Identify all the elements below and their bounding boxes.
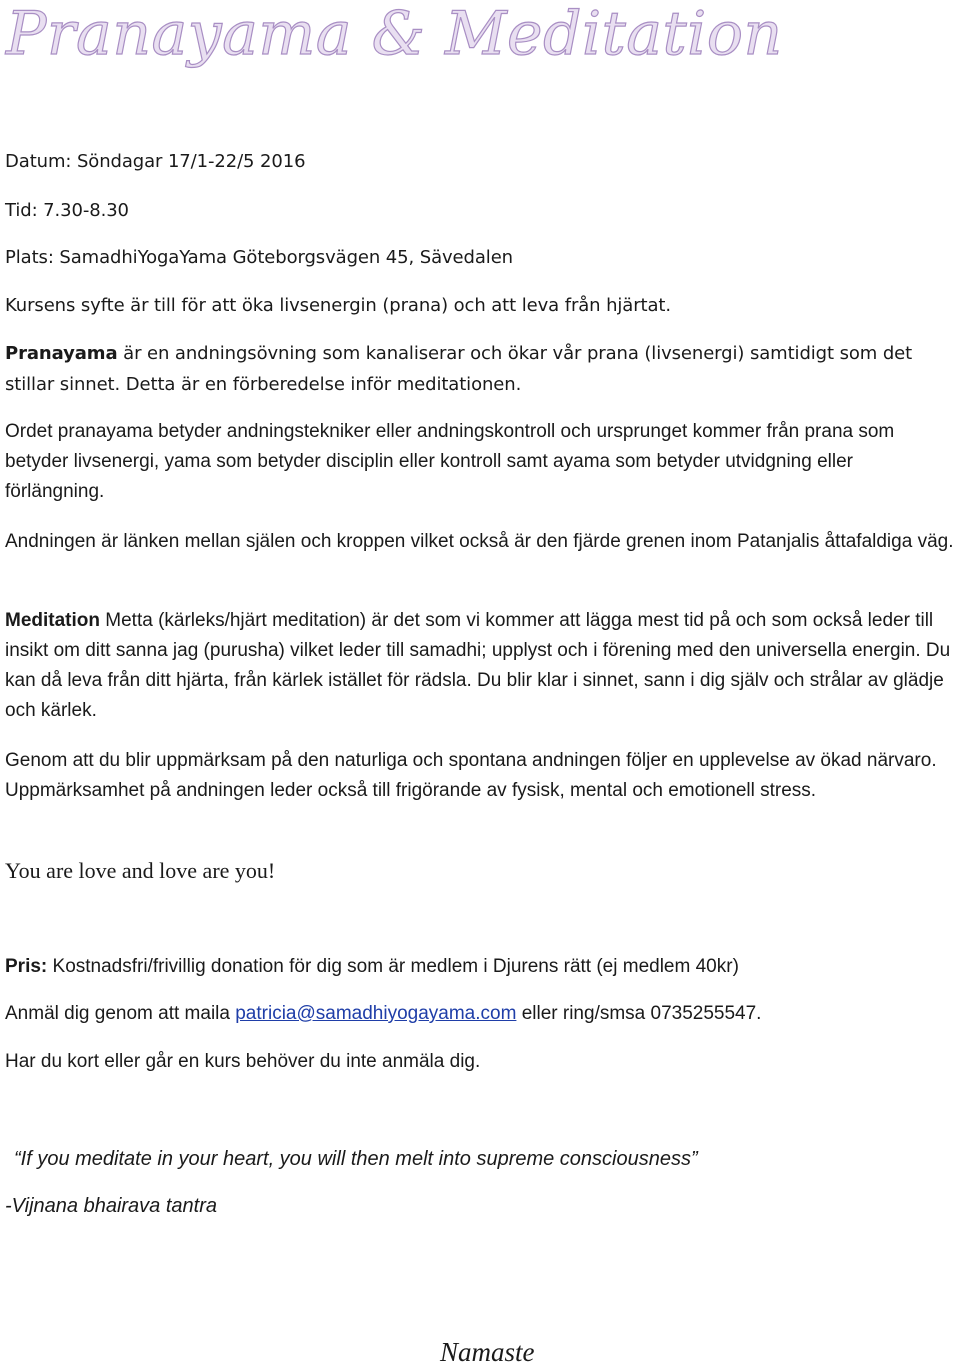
price-line xyxy=(5,952,957,982)
meditation-text: Metta (kärleks/hjärt meditation) är det som vi kommer att lägga mest tid på och som också leder till insikt om ditt sanna jag (purusha) vilket leder till samadhi; upplyst och i förening med den universella energin. Du kan då leva från ditt hjärta, från kärlek istället för rädsla. Du blir klar i sinnet, sann i dig själv och strålar av glädje och kärlek. xyxy=(5,610,951,721)
price-label: Pris: xyxy=(5,956,48,977)
meditation-paragraph xyxy=(5,606,957,726)
place-line: Plats: SamadhiYogaYama Göteborgsvägen 45, Sävedalen xyxy=(5,247,513,268)
date-line: Datum: Söndagar 17/1-22/5 2016 xyxy=(5,151,306,172)
meditation-term: Meditation xyxy=(5,610,100,631)
purpose-line: Kursens syfte är till för att öka livsenergin (prana) och att leva från hjärtat. xyxy=(5,295,672,316)
andningen-paragraph: Andningen är länken mellan själen och kroppen vilket också är den fjärde grenen inom Patanjalis åttafaldiga väg. xyxy=(5,531,954,552)
pranayama-paragraph xyxy=(5,338,957,400)
quote-text: “If you meditate in your heart, you will then melt into supreme consciousness” xyxy=(14,1148,698,1170)
price-text: Kostnadsfri/frivillig donation för dig som är medlem i Djurens rätt (ej medlem 40kr) xyxy=(47,956,739,977)
pranayama-text: är en andningsövning som kanaliserar och ökar vår prana (livsenergi) samtidigt som det stillar sinnet. Detta är en förberedelse inför meditationen. xyxy=(5,343,913,395)
card-note: Har du kort eller går en kurs behöver du inte anmäla dig. xyxy=(5,1051,481,1072)
closing-namaste: Namaste xyxy=(440,1337,535,1367)
signup-line xyxy=(5,999,957,1029)
pranayama-term: Pranayama xyxy=(5,343,118,364)
ordet-paragraph: Ordet pranayama betyder andningstekniker eller andningskontroll och ursprunget kommer från prana som betyder livsenergi, yama som betyder disciplin eller kontroll samt ayama som betyder utvidgning eller förlängning. xyxy=(5,421,895,502)
quote-source: -Vijnana bhairava tantra xyxy=(5,1195,217,1217)
email-link[interactable]: patricia@samadhiyogayama.com xyxy=(235,1003,517,1024)
tagline: You are love and love are you! xyxy=(5,858,276,883)
genom-paragraph: Genom att du blir uppmärksam på den naturliga och spontana andningen följer en upplevelse av ökad närvaro. Uppmärksamhet på andningen leder också till frigörande av fysisk, mental och emotionell stress. xyxy=(5,750,937,801)
signup-before: Anmäl dig genom att maila xyxy=(5,1003,236,1024)
page-title: Pranayama & Meditation xyxy=(6,0,783,69)
signup-after: eller ring/smsa 0735255547. xyxy=(516,1003,762,1024)
time-line: Tid: 7.30-8.30 xyxy=(5,200,129,221)
